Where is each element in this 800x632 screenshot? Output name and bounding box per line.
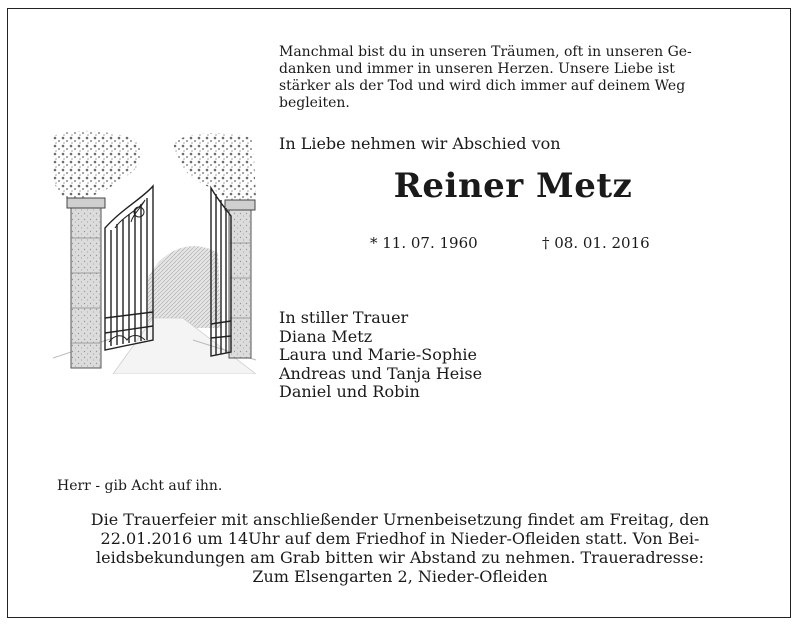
- memorial-poem: [279, 44, 719, 112]
- funeral-notice: [40, 510, 760, 586]
- notice-line: Zum Elsengarten 2, Nieder-Ofleiden: [252, 567, 548, 586]
- poem-line: Manchmal bist du in unseren Träumen, oft in unseren Ge-: [279, 44, 692, 60]
- notice-line: Die Trauerfeier mit anschließender Urnenbeisetzung findet am Freitag, den: [90, 510, 710, 529]
- mourner-line: In stiller Trauer: [279, 308, 409, 327]
- mourners-list: [279, 309, 482, 402]
- mourner-line: Diana Metz: [279, 326, 373, 346]
- poem-line: stärker als der Tod und wird dich immer auf deinem Weg: [279, 78, 686, 94]
- poem-line: begleiten.: [279, 95, 350, 111]
- death-date: † 08. 01. 2016: [542, 234, 650, 252]
- farewell-intro: In Liebe nehmen wir Abschied von: [279, 134, 561, 153]
- mourner-line: Daniel und Robin: [279, 382, 420, 401]
- mourner-line: Laura und Marie-Sophie: [279, 345, 477, 364]
- poem-line: danken und immer in unseren Herzen. Unsere Liebe ist: [279, 61, 675, 77]
- notice-line: leidsbekundungen am Grab bitten wir Abstand zu nehmen. Traueradresse:: [96, 548, 704, 567]
- notice-line: 22.01.2016 um 14Uhr auf dem Friedhof in Nieder-Ofleiden statt. Von Bei-: [100, 529, 700, 548]
- garden-gate-illustration: [53, 128, 256, 374]
- birth-date: * 11. 07. 1960: [370, 234, 478, 252]
- mourner-line: Andreas und Tanja Heise: [279, 363, 483, 383]
- prayer-verse: Herr - gib Acht auf ihn.: [57, 478, 223, 494]
- deceased-name: Reiner Metz: [393, 166, 633, 206]
